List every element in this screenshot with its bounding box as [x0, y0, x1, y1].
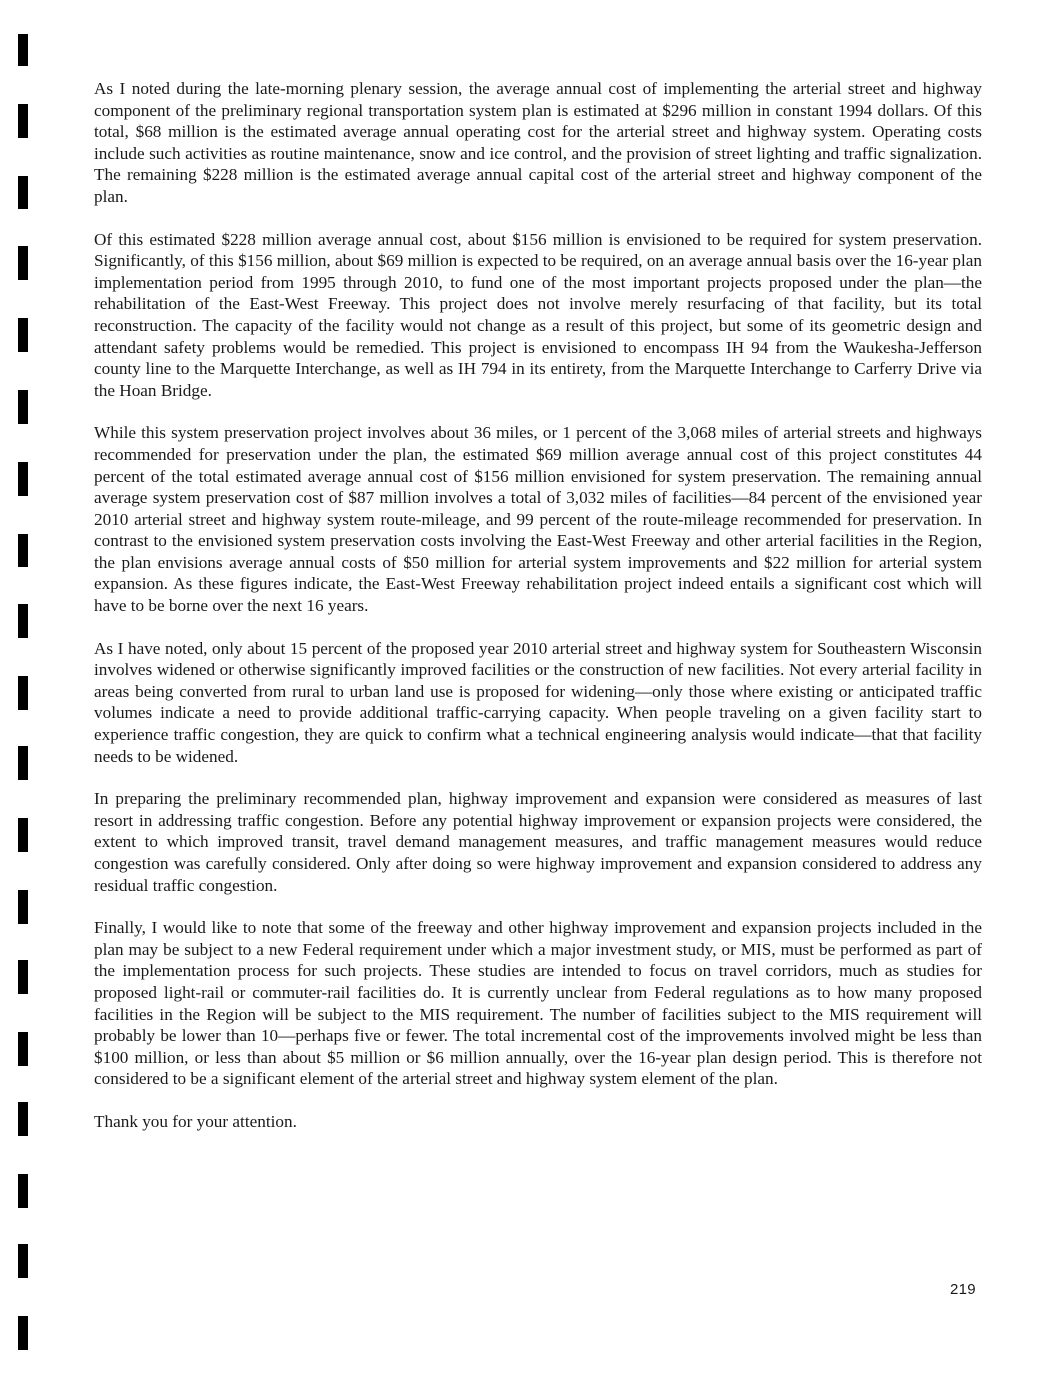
binding-mark — [18, 534, 28, 567]
paragraph: While this system preservation project involves about 36 miles, or 1 percent of the 3,068 miles of arterial streets and highways recommended for preservation under the plan, the estimated $69 million average annual cost of this project constitutes 44 percent of the total estimated average annual cost of $156 million envisioned for system preservation. The remaining annual average system preservation cost of $87 million involves a total of 3,032 miles of facilities—84 percent of the envisioned year 2010 arterial street and highway system route-mileage, and 99 percent of the route-mileage recommended for preservation. In contrast to the envisioned system preservation costs involving the East-West Freeway and other arterial facilities in the Region, the plan envisions average annual costs of $50 million for arterial system improvements and $22 million for arterial system expansion. As these figures indicate, the East-West Freeway rehabilitation project indeed entails a significant cost which will have to be borne over the next 16 years. — [94, 423, 982, 616]
binding-mark — [18, 176, 28, 209]
binding-mark — [18, 604, 28, 638]
paragraph: Finally, I would like to note that some of the freeway and other highway improvement and expansion projects included in the plan may be subject to a new Federal requirement under which a major investment study, or MIS, must be performed as part of the implementation process for such projects. These studies are intended to focus on travel corridors, much as studies for proposed light-rail or commuter-rail facilities do. It is currently unclear from Federal regulations as to how many proposed facilities in the Region will be subject to the MIS requirement. The number of facilities subject to the MIS requirement will probably be lower than 10—perhaps five or fewer. The total incremental cost of the improvements involved might be less than $100 million, or less than about $5 million or $6 million annually, over the 16-year plan design period. This is therefore not considered to be a significant element of the arterial street and highway system element of the plan. — [94, 918, 982, 1089]
binding-mark — [18, 1244, 28, 1278]
closing-line: Thank you for your attention. — [94, 1111, 297, 1131]
paragraph: As I noted during the late-morning plenary session, the average annual cost of implementing the arterial street and highway component of the preliminary regional transportation system plan is estimated at $296 million in constant 1994 dollars. Of this total, $68 million is the estimated average annual operating cost for the arterial street and highway system. Operating costs include such activities as routine maintenance, snow and ice control, and the provision of street lighting and traffic signalization. The remaining $228 million is the estimated average annual capital cost of the arterial street and highway component of the plan. — [94, 79, 982, 206]
binding-mark — [18, 318, 28, 352]
binding-mark — [18, 390, 28, 424]
paragraph: Of this estimated $228 million average annual cost, about $156 million is envisioned to be required for system preservation. Significantly, of this $156 million, about $69 million is expected to be required, on an average annual basis over the 16-year plan implementation period from 1995 through 2010, to fund one of the most important projects proposed under the plan—the rehabilitation of the East-West Freeway. This project does not involve merely resurfacing of that facility, but its total reconstruction. The capacity of the facility would not change as a result of this project, but some of its geometric design and attendant safety problems would be remedied. This project is envisioned to encompass IH 94 from the Waukesha-Jefferson county line to the Marquette Interchange, as well as IH 794 in its entirety, from the Marquette Interchange to Carferry Drive via the Hoan Bridge. — [94, 229, 982, 400]
binding-mark — [18, 34, 28, 66]
paragraph: As I have noted, only about 15 percent of the proposed year 2010 arterial street and highway system for Southeastern Wisconsin involves widened or otherwise significantly improved facilities or the construction of new facilities. Not every arterial facility in areas being converted from rural to urban land use is proposed for widening—only those where existing or anticipated traffic volumes indicate a need to provide additional traffic-carrying capacity. When people traveling on a given facility start to experience traffic congestion, they are quick to confirm what a technical engineering analysis would indicate—that that facility needs to be widened. — [94, 638, 982, 766]
binding-mark — [18, 1174, 28, 1208]
binding-mark — [18, 104, 28, 138]
binding-mark — [18, 746, 28, 780]
binding-mark — [18, 1316, 28, 1350]
binding-mark — [18, 960, 28, 994]
binding-mark — [18, 1102, 28, 1136]
binding-mark — [18, 1032, 28, 1066]
paragraph: In preparing the preliminary recommended plan, highway improvement and expansion were considered as measures of last resort in addressing traffic congestion. Before any potential highway improvement or expansion projects were considered, the extent to which improved transit, travel demand management measures, and traffic management measures would reduce congestion was carefully considered. Only after doing so were highway improvement and expansion considered to address any residual traffic congestion. — [94, 789, 982, 895]
binding-mark — [18, 818, 28, 852]
binding-hole-marks — [0, 0, 60, 1380]
binding-mark — [18, 676, 28, 710]
binding-mark — [18, 246, 28, 280]
page-number: 219 — [950, 1281, 976, 1298]
binding-mark — [18, 462, 28, 496]
document-body — [94, 78, 982, 1154]
binding-mark — [18, 890, 28, 924]
